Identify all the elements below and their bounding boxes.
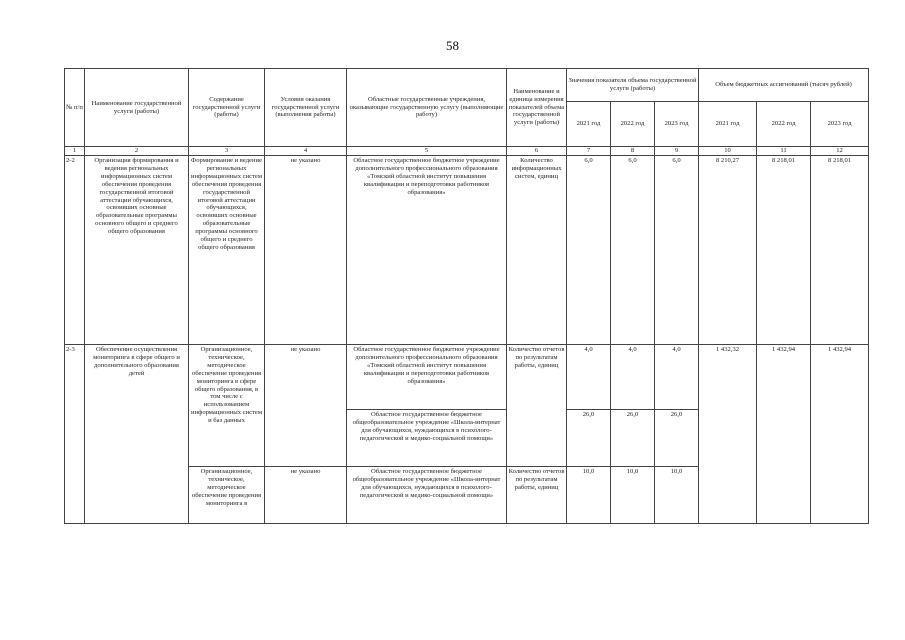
row-budget-2023: 1 432,94 (811, 345, 869, 524)
page-number: 58 (446, 38, 459, 53)
column-number: 9 (655, 147, 699, 156)
row-conditions: не указано (265, 467, 347, 524)
row-volume-2023: 4,0 (655, 345, 699, 410)
row-service-content: Формирование и ведение региональных информационных систем обеспечения проведения государственной итоговой аттестации обучающихся, освоивших основные образовательные программы основного общего и среднего общего образования (189, 156, 265, 345)
row-indicator: Количество информационных систем, единиц (507, 156, 567, 345)
column-number: 7 (567, 147, 611, 156)
table-row (65, 345, 869, 410)
row-conditions: не указано (265, 156, 347, 345)
services-table (64, 68, 869, 524)
row-volume-2021: 6,0 (567, 156, 611, 345)
header-volume-2021: 2021 год (567, 102, 611, 147)
row-volume-2022: 10,0 (611, 467, 655, 524)
row-indicator: Количество отчетов по результатам работы, единиц (507, 467, 567, 524)
column-number: 5 (347, 147, 507, 156)
header-service-content: Содержание государственной услуги (работы) (189, 69, 265, 147)
row-volume-2021: 4,0 (567, 345, 611, 410)
header-indicator: Наименование и единица измерения показателей объема государственной услуги (работы) (507, 69, 567, 147)
row-institution: Областное государственное бюджетное общеобразовательное учреждение «Школа-интернат для обучающихся, нуждающихся в психолого-педагогической и медико-социальной помощи» (347, 467, 507, 524)
row-volume-2021: 10,0 (567, 467, 611, 524)
header-num: № п/п (65, 69, 85, 147)
row-num: 2-2 (65, 156, 85, 345)
header-service-name: Наименование государственной услуги (работы) (85, 69, 189, 147)
row-volume-2022: 6,0 (611, 156, 655, 345)
column-number: 1 (65, 147, 85, 156)
row-budget-2022: 1 432,94 (757, 345, 811, 524)
column-number: 12 (811, 147, 869, 156)
header-budget-group: Объем бюджетных ассигнований (тысяч рублей) (699, 69, 869, 102)
row-volume-2022: 4,0 (611, 345, 655, 410)
row-volume-2023: 10,0 (655, 467, 699, 524)
row-institution: Областное государственное бюджетное общеобразовательное учреждение «Школа-интернат для обучающихся, нуждающихся в психолого-педагогической и медико-социальной помощи» (347, 410, 507, 467)
row-institution: Областное государственное бюджетное учреждение дополнительного профессионального образования «Томский областной институт повышения квалификации и переподготовки работников образования» (347, 345, 507, 410)
row-budget-2022: 8 218,01 (757, 156, 811, 345)
header-row (65, 69, 869, 102)
row-volume-2023: 6,0 (655, 156, 699, 345)
column-number: 8 (611, 147, 655, 156)
row-conditions: не указано (265, 345, 347, 467)
column-number: 10 (699, 147, 757, 156)
row-service-content: Организационное, техническое, методическое обеспечение проведения мониторинга в (189, 467, 265, 524)
header-budget-2022: 2022 год (757, 102, 811, 147)
header-budget-2021: 2021 год (699, 102, 757, 147)
column-number: 4 (265, 147, 347, 156)
table-row (65, 156, 869, 345)
row-indicator: Количество отчетов по результатам работы, единиц (507, 345, 567, 467)
header-volume-group: Значения показателя объема государственной услуги (работы) (567, 69, 699, 102)
header-conditions: Условия оказания государственной услуги (выполнения работы) (265, 69, 347, 147)
row-budget-2021: 1 432,32 (699, 345, 757, 524)
column-numbers-row (65, 147, 869, 156)
row-service-content: Организационное, техническое, методическое обеспечение проведения мониторинга в сфере общего образования, в том числе с использованием информационных систем и баз данных (189, 345, 265, 467)
row-service-name: Обеспечение осуществления мониторинга в сфере общего и дополнительного образования детей (85, 345, 189, 524)
row-volume-2021: 26,0 (567, 410, 611, 467)
row-budget-2021: 8 210,27 (699, 156, 757, 345)
column-number: 11 (757, 147, 811, 156)
column-number: 2 (85, 147, 189, 156)
row-service-name: Организация формирования и ведения региональных информационных систем обеспечения проведения государственной итоговой аттестации обучающихся, освоивших основные образовательные программы основного общего и среднего общего образования (85, 156, 189, 345)
header-budget-2023: 2023 год (811, 102, 869, 147)
row-volume-2022: 26,0 (611, 410, 655, 467)
header-volume-2022: 2022 год (611, 102, 655, 147)
column-number: 6 (507, 147, 567, 156)
row-num: 2-3 (65, 345, 85, 524)
header-institutions: Областные государственные учреждения, оказывающие государственную услугу (выполняющие работу) (347, 69, 507, 147)
row-budget-2023: 8 218,01 (811, 156, 869, 345)
row-institution: Областное государственное бюджетное учреждение дополнительного профессионального образования «Томский областной институт повышения квалификации и переподготовки работников образования» (347, 156, 507, 345)
header-volume-2023: 2023 год (655, 102, 699, 147)
column-number: 3 (189, 147, 265, 156)
row-volume-2023: 26,0 (655, 410, 699, 467)
